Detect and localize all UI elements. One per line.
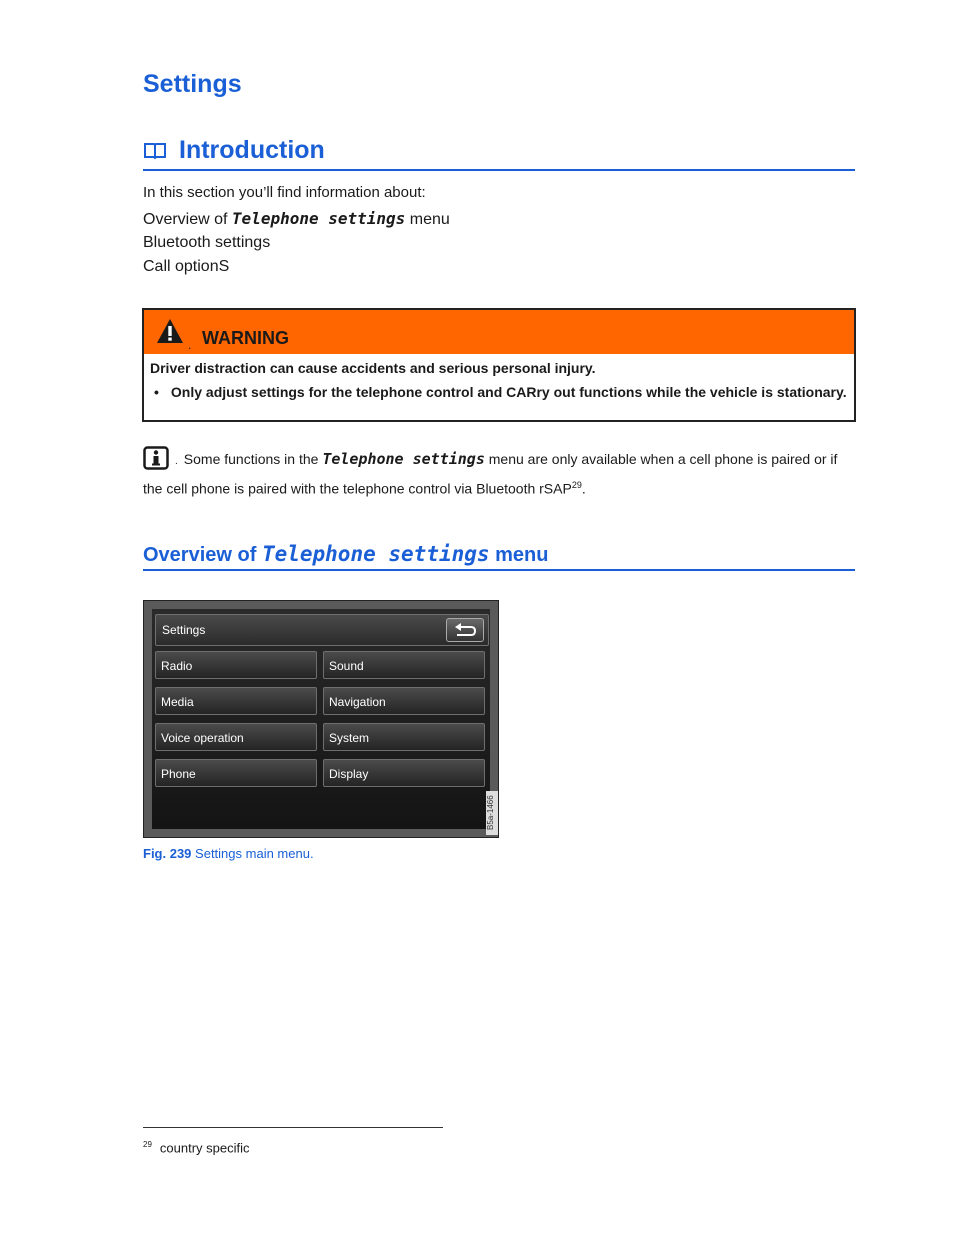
figure-id-tag: B5a-1466 bbox=[486, 791, 498, 835]
menu-button-voice-operation[interactable]: Voice operation bbox=[155, 723, 317, 751]
menu-button-display[interactable]: Display bbox=[323, 759, 485, 787]
screen-title: Settings bbox=[162, 623, 206, 637]
info-note: . Some functions in the Telephone settings menu are only available when a cell phone is paired or if the cell phone is paired with the telephone control via Bluetooth rSAP$^{29}$. bbox=[143, 446, 855, 499]
back-button[interactable] bbox=[446, 618, 484, 642]
warning-title: WARNING bbox=[202, 328, 289, 348]
warning-box bbox=[142, 308, 856, 422]
warning-bullet-line: • Only adjust settings for the telephone control and CARry out functions while the vehicle is stationary. bbox=[154, 384, 847, 400]
menu-button-radio[interactable]: Radio bbox=[155, 651, 317, 679]
info-icon bbox=[143, 446, 169, 475]
warning-header bbox=[144, 310, 854, 354]
settings-screen-figure bbox=[143, 600, 499, 838]
warning-body bbox=[144, 354, 854, 401]
menu-button-phone[interactable]: Phone bbox=[155, 759, 317, 787]
screen-header bbox=[155, 614, 489, 646]
warning-line: Driver distraction can cause accidents and serious personal injury. bbox=[150, 360, 596, 376]
warning-triangle-icon bbox=[156, 318, 184, 349]
device-screen bbox=[152, 609, 490, 829]
intro-lead: In this section you’ll find information about: bbox=[143, 184, 426, 201]
figure-caption: Fig. 239 Settings main menu. bbox=[143, 846, 314, 861]
menu-button-system[interactable]: System bbox=[323, 723, 485, 751]
section-heading-introduction bbox=[143, 136, 855, 171]
intro-item: Call optionS bbox=[143, 258, 230, 275]
menu-button-navigation[interactable]: Navigation bbox=[323, 687, 485, 715]
intro-item: Overview of Telephone settings menu bbox=[143, 209, 450, 228]
back-arrow-icon bbox=[447, 628, 483, 645]
intro-item: Bluetooth settings bbox=[143, 234, 271, 251]
menu-button-media[interactable]: Media bbox=[155, 687, 317, 715]
footnote: $^{29}$ country specific bbox=[143, 1140, 250, 1156]
section-heading-text: Introduction bbox=[179, 136, 325, 164]
footnote-divider bbox=[143, 1127, 443, 1128]
section-heading-overview: Overview of Telephone settings menu bbox=[143, 542, 855, 571]
page-title: Settings bbox=[143, 70, 242, 98]
menu-button-sound[interactable]: Sound bbox=[323, 651, 485, 679]
book-icon bbox=[143, 138, 169, 167]
warning-dot: . bbox=[188, 338, 192, 352]
